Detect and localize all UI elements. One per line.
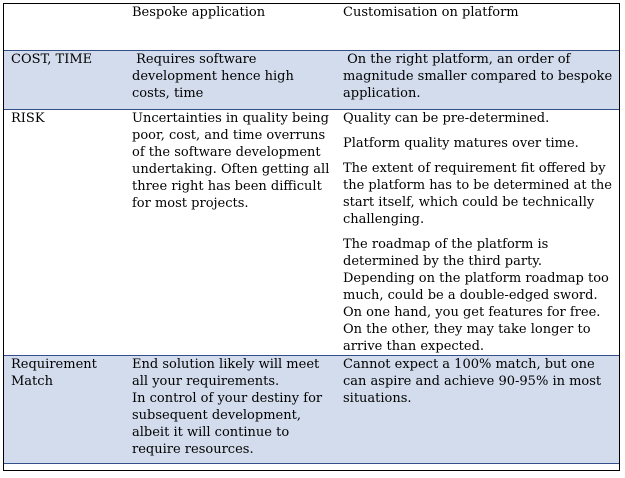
comparison-table-frame [3,3,620,471]
requirement-match-platform-text: Cannot expect a 100% match, but one can aspire and achieve 90-95% in most situations. [343,357,602,406]
requirement-match-bespoke-cell [129,356,338,464]
risk-platform-paragraph: Platform quality matures over time. [343,136,579,151]
requirement-match-bespoke-line: In control of your destiny for subsequent development, albeit it will continue to require resources. [132,391,323,457]
cost-time-bespoke-text: Requires software development hence high costs, time [132,52,299,101]
header-row [4,4,619,51]
requirement-match-bespoke-line: End solution likely will meet all your requirements. [132,357,320,389]
risk-bespoke-cell [129,110,338,356]
header-empty-cell [4,4,129,51]
table-row-risk [4,110,619,356]
table-row-requirement-match [4,356,619,464]
requirement-match-platform-cell [338,356,619,464]
cost-time-platform-text: On the right platform, an order of magnitude smaller compared to bespoke application. [343,52,617,101]
cost-time-platform-cell [338,51,619,110]
risk-platform-cell [338,110,619,356]
risk-bespoke-text: Uncertainties in quality being poor, cost, and time overruns of the software development undertaking. Often getting all three right has been difficult for most projects. [132,111,330,211]
table-row-cost-time [4,51,619,110]
row-label-cost-time: COST, TIME [4,51,129,110]
comparison-table [4,4,619,464]
row-label-requirement-match: Requirement Match [4,356,129,464]
header-bespoke-application: Bespoke application [132,5,266,20]
row-label-risk: RISK [4,110,129,356]
risk-platform-paragraph: The extent of requirement fit offered by the platform has to be determined at the start itself, which could be technically challenging. [343,161,612,227]
cost-time-bespoke-cell [129,51,338,110]
header-customisation-on-platform: Customisation on platform [343,5,519,20]
risk-platform-paragraph: Quality can be pre-determined. [343,111,550,126]
risk-platform-paragraph: The roadmap of the platform is determined by the third party. Depending on the platform roadmap too much, could be a double-edged sword. On one hand, you get features for free. On the other, they may take longer to arrive than expected. [343,237,609,354]
